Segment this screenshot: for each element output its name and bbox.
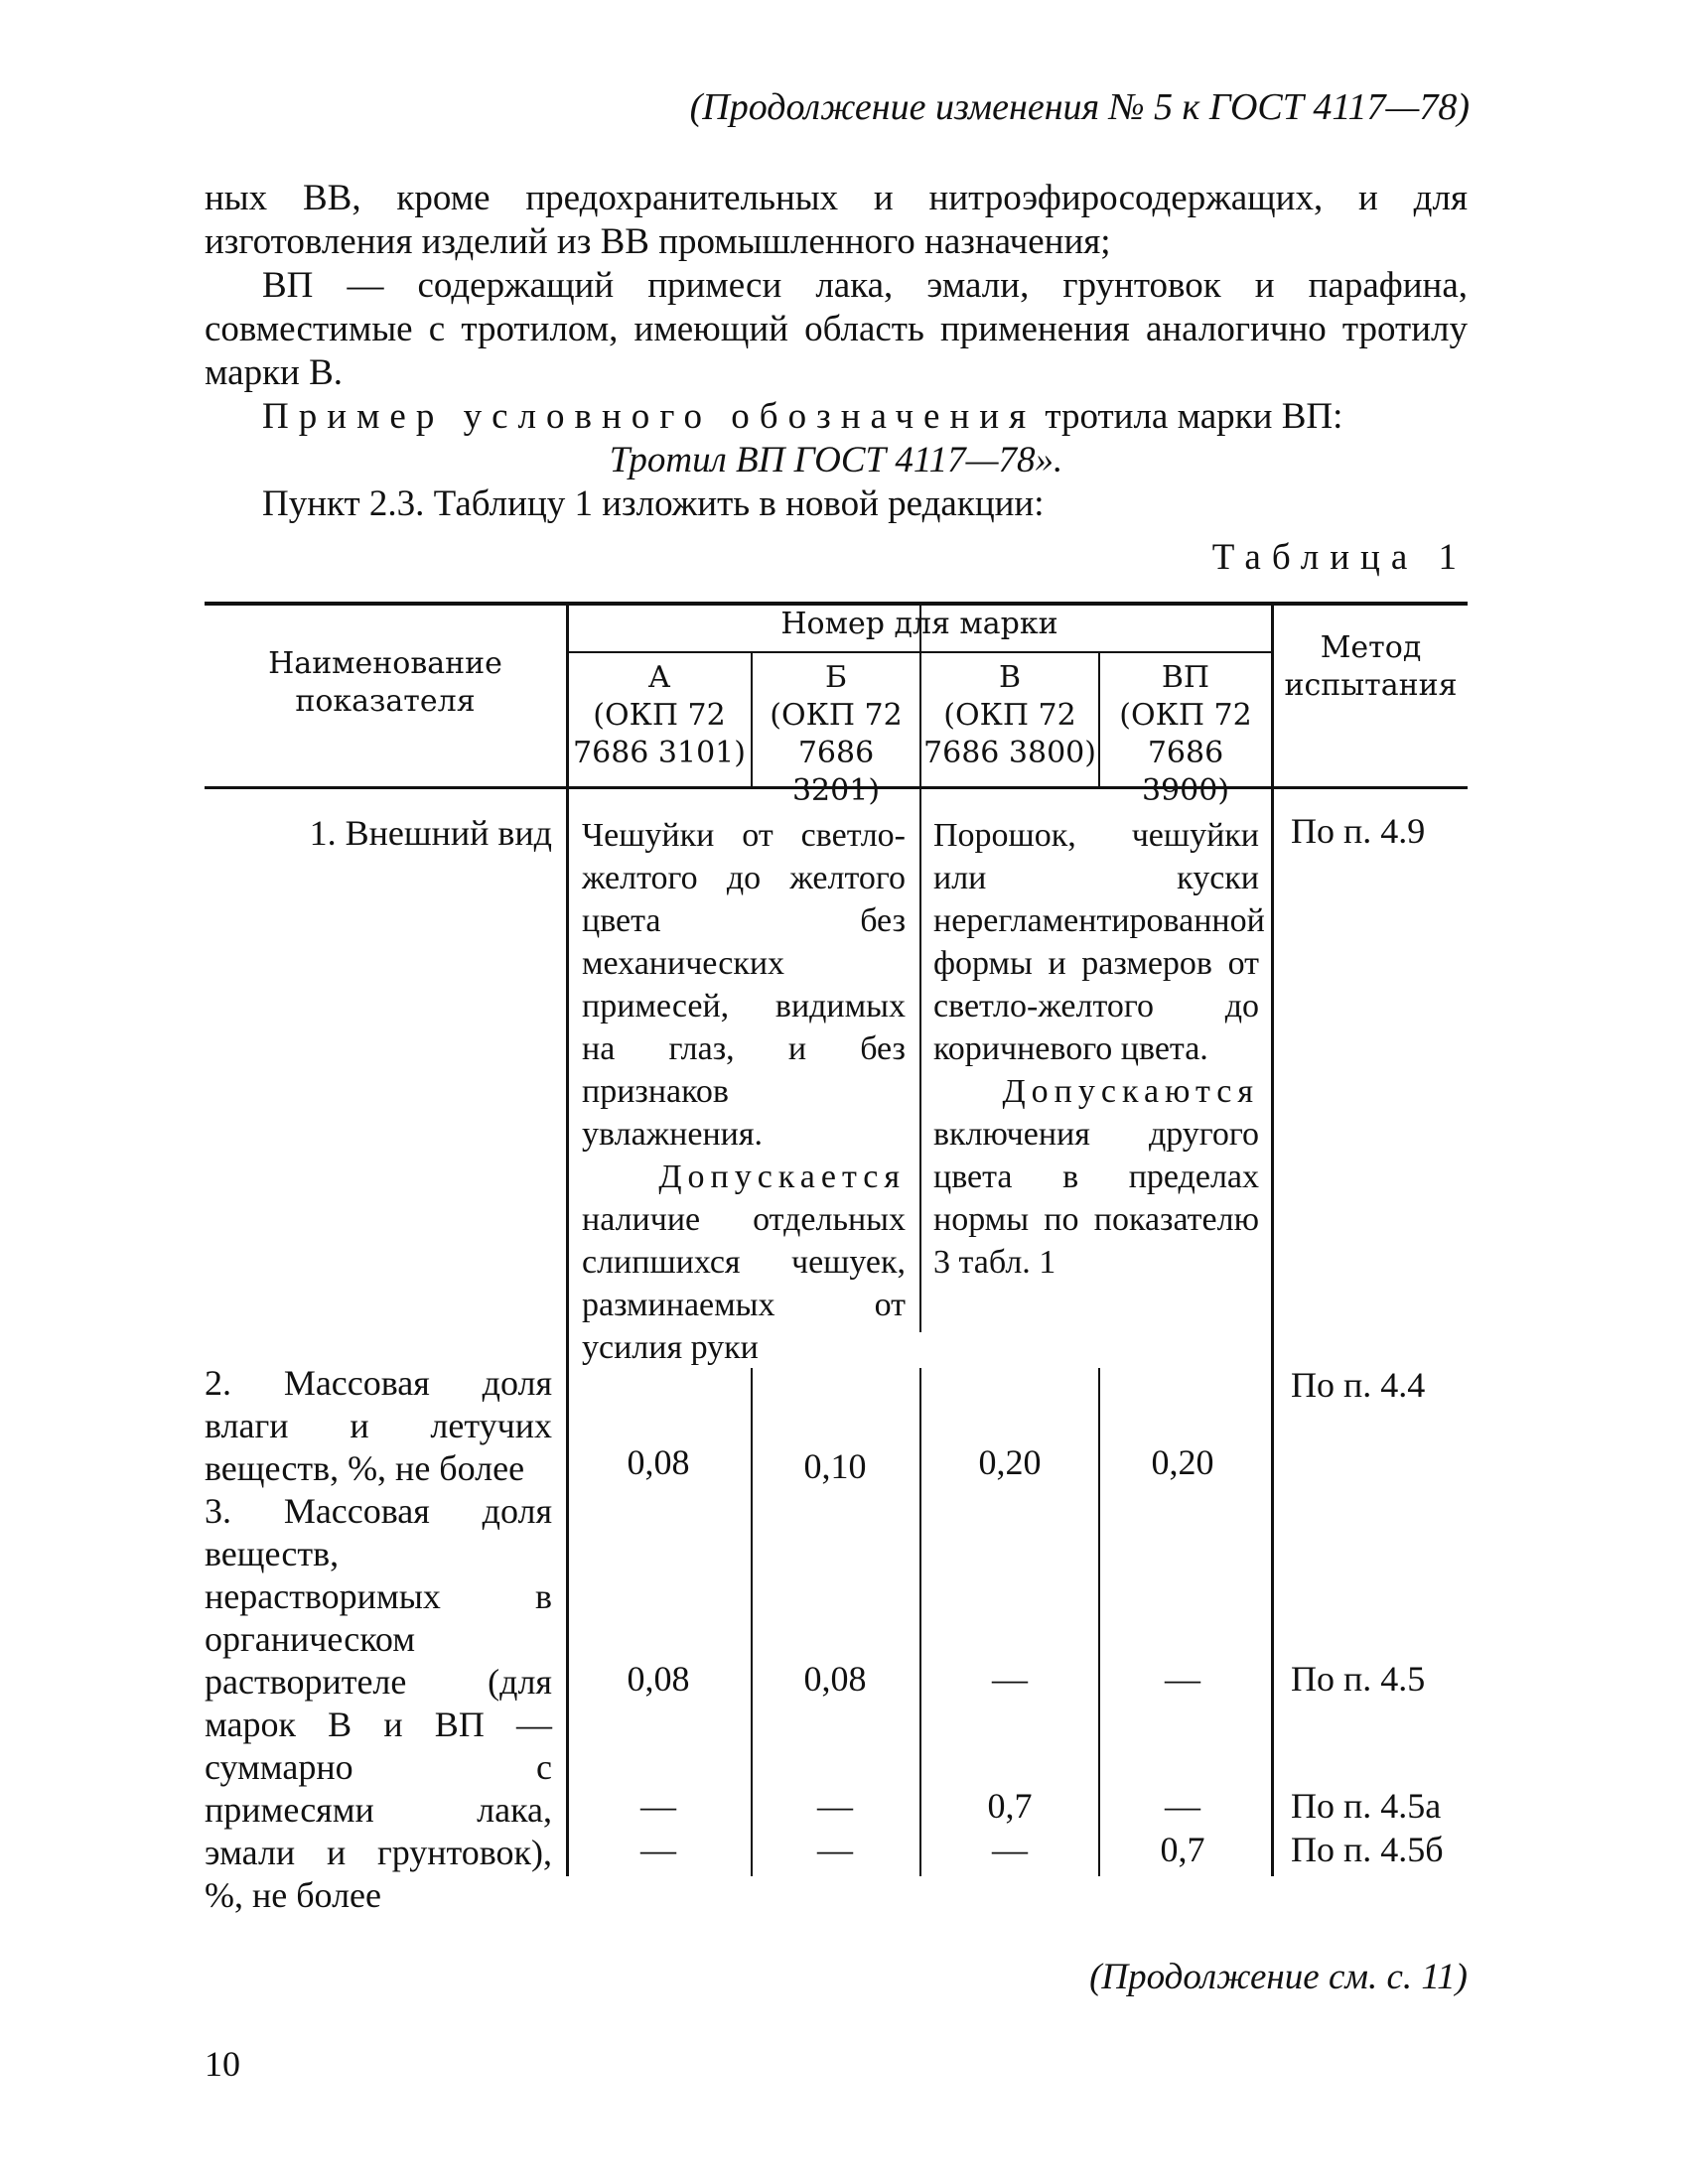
paragraph-1: ных ВВ, кроме предохранительных и нитроэфиросодержащих, и для изготовления изделий из ВВ промышленного назначения; bbox=[205, 178, 1468, 262]
col-vp-mark: ВП bbox=[1161, 660, 1210, 695]
row3b-value-a: — bbox=[640, 1830, 676, 1869]
row1-ab-description bbox=[582, 814, 906, 1369]
row3b-value-v: — bbox=[992, 1830, 1028, 1869]
page-header: (Продолжение изменения № 5 к ГОСТ 4117—78) bbox=[689, 86, 1470, 128]
table-label: Таблица 1 bbox=[1211, 537, 1468, 578]
example-rest: тротила марки ВП: bbox=[1045, 396, 1343, 437]
row1-ab-text: Чешуйки от светло-желтого до желтого цвета без механических примесей, видимых на глаз, и без признаков увлажнения. bbox=[582, 817, 906, 1153]
row1-vvp-note: включения другого цвета в пределах нормы по показателю 3 табл. 1 bbox=[933, 1116, 1259, 1281]
paragraph-2: ВП — содержащий примеси лака, эмали, грунтовок и парафина, совместимые с тротилом, имеющий область применения аналогично тротилу марки В. bbox=[205, 265, 1468, 393]
row3a-method: По п. 4.5а bbox=[1291, 1786, 1442, 1826]
row2-value-a: 0,08 bbox=[627, 1442, 690, 1482]
row1-ab-note: наличие отдельных слипшихся чешуек, разминаемых от усилия руки bbox=[582, 1201, 906, 1366]
col-b-okp1: (ОКП 72 bbox=[770, 698, 903, 733]
row3-value-vp: — bbox=[1165, 1659, 1200, 1699]
page-number: 10 bbox=[205, 2044, 240, 2084]
col-v-mark: В bbox=[998, 660, 1022, 695]
col-v-okp2: 7686 3800) bbox=[923, 736, 1096, 770]
row1-ab-note-head: Допускается bbox=[658, 1159, 906, 1195]
row1-method: По п. 4.9 bbox=[1291, 811, 1426, 851]
paragraph-3 bbox=[205, 395, 1468, 439]
row3-value-v: — bbox=[992, 1659, 1028, 1699]
row3b-value-vp: 0,7 bbox=[1160, 1830, 1205, 1869]
col-v-okp1: (ОКП 72 bbox=[943, 698, 1076, 733]
row3a-value-vp: — bbox=[1165, 1786, 1200, 1826]
continuation-note: (Продолжение см. с. 11) bbox=[1089, 1957, 1468, 1997]
col-divider-name bbox=[566, 602, 569, 1876]
example-designation: Тротил ВП ГОСТ 4117—78». bbox=[609, 440, 1063, 480]
intro-text bbox=[205, 177, 1468, 526]
example-label: Пример условного обозначения bbox=[262, 396, 1037, 437]
row3-method: По п. 4.5 bbox=[1291, 1659, 1426, 1699]
col-vp-okp1: (ОКП 72 bbox=[1119, 698, 1252, 733]
header-col-v bbox=[921, 659, 1098, 772]
col-divider-b-v bbox=[919, 1368, 921, 1876]
header-col-vp bbox=[1100, 659, 1271, 810]
col-b-mark: Б bbox=[824, 660, 848, 695]
row2-method: По п. 4.4 bbox=[1291, 1365, 1426, 1405]
row2-value-b: 0,10 bbox=[803, 1446, 867, 1486]
col-a-okp2: 7686 3101) bbox=[573, 736, 746, 770]
header-group: Номер для марки bbox=[780, 607, 1058, 641]
col-divider-v-vp bbox=[1098, 1368, 1100, 1876]
col-vp-okp2: 7686 3900) bbox=[1141, 736, 1230, 808]
row1-vvp-description bbox=[933, 814, 1265, 1284]
col-a-mark: А bbox=[647, 660, 671, 695]
row3-value-b: 0,08 bbox=[803, 1659, 867, 1699]
row3-name: 3. Массовая доля веществ, нерастворимых в органическом растворителе (для марок В и ВП — суммарно с примесями лака, эмали и грунтовок), %, не более bbox=[205, 1491, 552, 1915]
col-b-okp2: 7686 3201) bbox=[791, 736, 881, 808]
col-divider-a-b bbox=[751, 1368, 753, 1876]
header-col-a bbox=[568, 659, 751, 772]
paragraph-5: Пункт 2.3. Таблицу 1 изложить в новой редакции: bbox=[262, 483, 1045, 524]
row3-value-a: 0,08 bbox=[627, 1659, 690, 1699]
header-name: Наименование показателя bbox=[268, 646, 502, 719]
row3b-method: По п. 4.5б bbox=[1291, 1830, 1444, 1869]
row3a-value-a: — bbox=[640, 1786, 676, 1826]
row3b-value-b: — bbox=[817, 1830, 853, 1869]
row2-value-vp: 0,20 bbox=[1151, 1442, 1214, 1482]
col-divider-method bbox=[1271, 602, 1274, 1876]
header-method: Метод испытания bbox=[1284, 630, 1458, 703]
header-col-b bbox=[753, 659, 919, 810]
row3a-value-v: 0,7 bbox=[987, 1786, 1033, 1826]
row3a-value-b: — bbox=[817, 1786, 853, 1826]
row1-vvp-note-head: Допускаются bbox=[1002, 1073, 1259, 1110]
row1-vvp-text: Порошок, чешуйки или куски нерегламентированной формы и размеров от светло-желтого до коричневого цвета. bbox=[933, 817, 1265, 1067]
row1-name: 1. Внешний вид bbox=[309, 813, 552, 853]
row2-name: 2. Массовая доля влаги и летучих веществ, %, не более bbox=[205, 1363, 552, 1488]
row2-value-v: 0,20 bbox=[978, 1442, 1042, 1482]
col-a-okp1: (ОКП 72 bbox=[593, 698, 726, 733]
